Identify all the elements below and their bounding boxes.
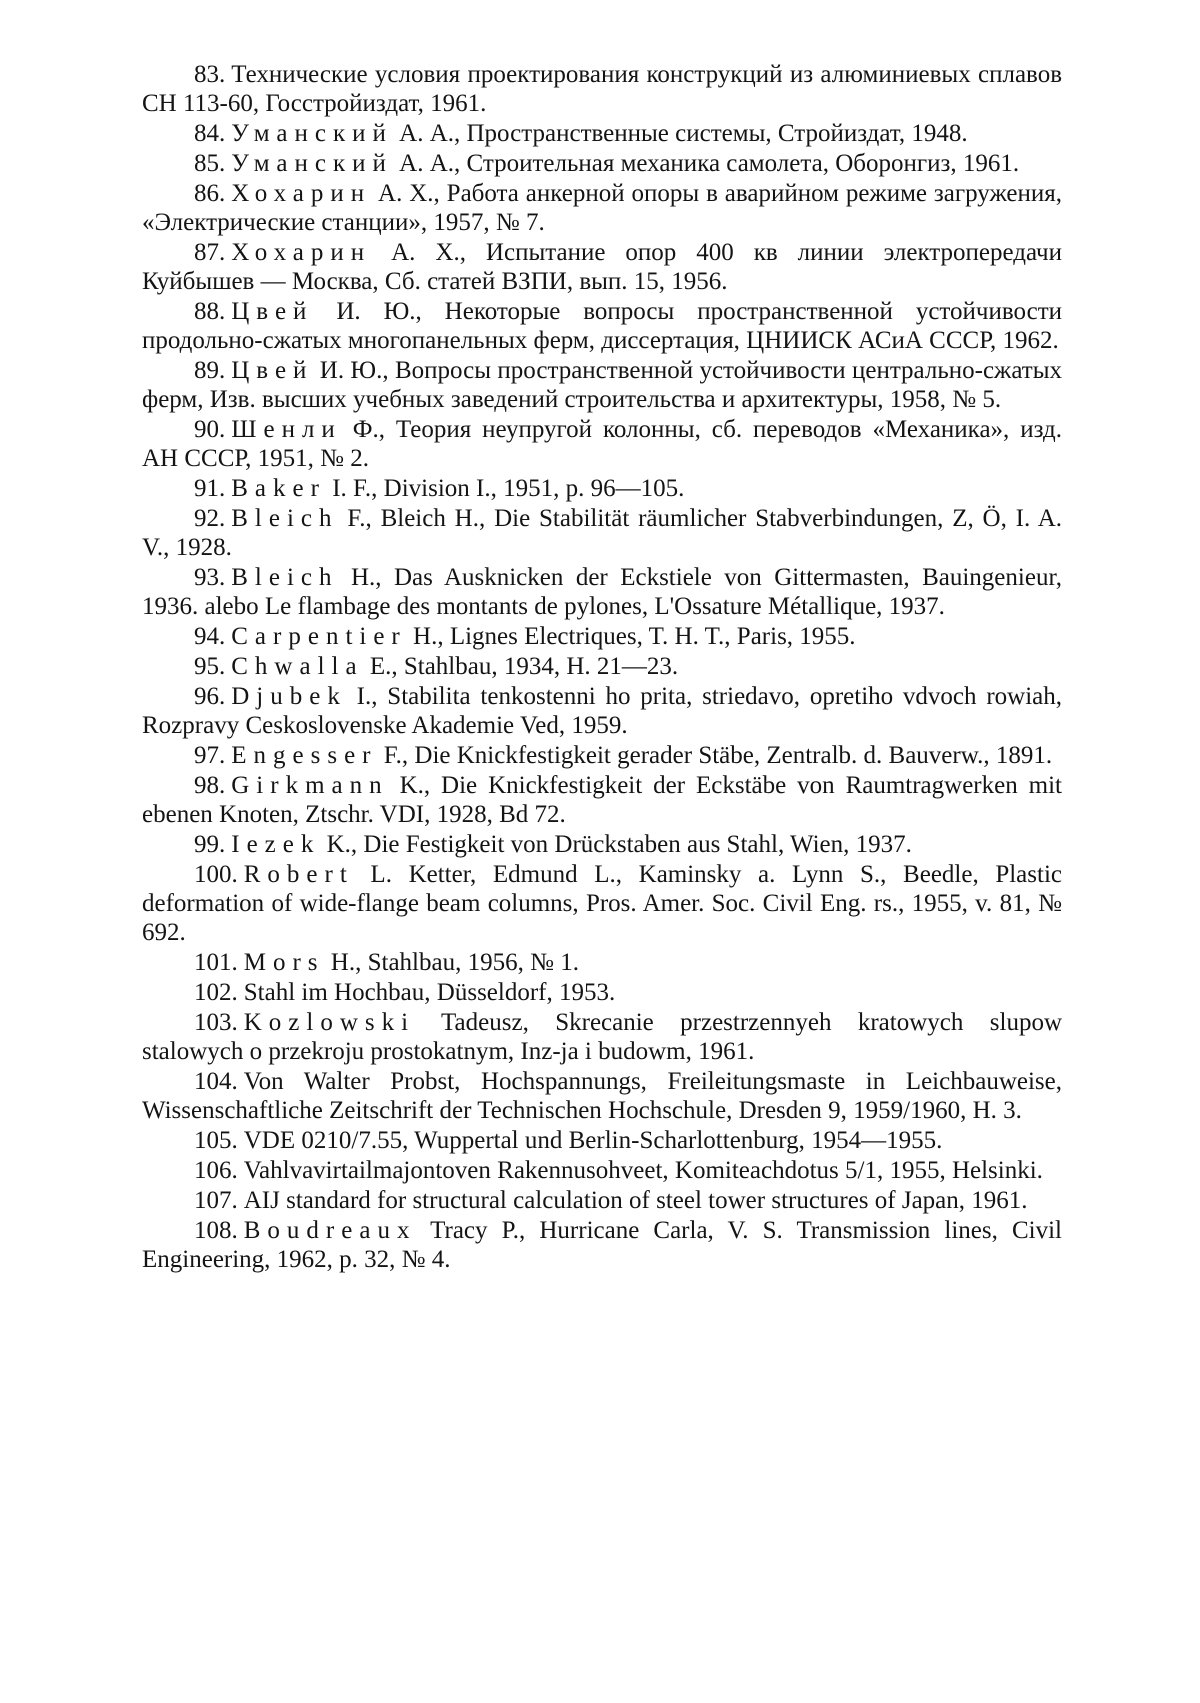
reference-number: 100. xyxy=(194,861,238,888)
reference-number: 86. xyxy=(194,180,226,207)
reference-item xyxy=(142,978,1062,1007)
reference-author: Chwalla xyxy=(231,653,364,680)
reference-author: Iezek xyxy=(231,831,321,858)
reference-author: Bleich xyxy=(231,505,339,532)
reference-author: Baker xyxy=(231,475,326,502)
reference-number: 104. xyxy=(194,1068,238,1095)
reference-item xyxy=(142,1186,1062,1215)
reference-item xyxy=(142,830,1062,859)
reference-author: Djubek xyxy=(231,683,347,710)
reference-item xyxy=(142,1216,1062,1274)
reference-author: Carpentier xyxy=(231,623,407,650)
reference-item xyxy=(142,238,1062,296)
reference-item xyxy=(142,504,1062,562)
reference-number: 90. xyxy=(194,416,226,443)
reference-number: 91. xyxy=(194,475,226,502)
reference-text: H., Lignes Electriques, T. H. T., Paris, 1955. xyxy=(413,623,856,650)
reference-text: А. А., Пространственные системы, Стройиздат, 1948. xyxy=(399,120,968,147)
reference-text: А. Х., Работа анкерной опоры в аварийном режиме загружения, «Электрические станции», 1957, № 7. xyxy=(142,180,1062,236)
reference-item xyxy=(142,741,1062,770)
reference-text: F., Bleich H., Die Stabilität räumlicher Stabverbindungen, Z, Ö, I. A. V., 1928. xyxy=(142,505,1063,561)
reference-number: 102. xyxy=(194,979,238,1006)
reference-text: И. Ю., Некоторые вопросы пространственной устойчивости продольно-сжатых многопанельных ферм, диссертация, ЦНИИСК АСиА СССР, 1962. xyxy=(142,298,1063,354)
reference-text: I. F., Division I., 1951, p. 96—105. xyxy=(332,475,685,502)
reference-text: А. Х., Испытание опор 400 кв линии электропередачи Куйбышев — Москва, Сб. статей ВЗПИ, вып. 15, 1956. xyxy=(142,239,1063,295)
reference-text: Технические условия проектирования конструкций из алюминиевых сплавов СН 113-60, Госстройиздат, 1961. xyxy=(142,61,1062,117)
reference-author: Шенли xyxy=(231,416,342,443)
reference-text: K., Die Festigkeit von Drückstaben aus Stahl, Wien, 1937. xyxy=(326,831,912,858)
reference-number: 88. xyxy=(194,298,226,325)
reference-number: 108. xyxy=(194,1217,238,1244)
reference-number: 96. xyxy=(194,683,226,710)
reference-item xyxy=(142,119,1062,148)
reference-number: 87. xyxy=(194,239,226,266)
reference-item xyxy=(142,474,1062,503)
reference-text: K., Die Knickfestigkeit der Eckstäbe von Raumtragwerken mit ebenen Knoten, Ztschr. VDI, 1928, Bd 72. xyxy=(142,772,1062,828)
reference-item xyxy=(142,297,1062,355)
reference-number: 105. xyxy=(194,1127,238,1154)
reference-item xyxy=(142,1067,1062,1125)
reference-author: Хохарин xyxy=(231,180,372,207)
reference-item xyxy=(142,415,1062,473)
reference-author: Цвей xyxy=(231,298,314,325)
reference-text: Vahlvavirtailmajontoven Rakennusohveet, Komiteachdotus 5/1, 1955, Helsinki. xyxy=(243,1157,1043,1184)
reference-text: Tracy P., Hurricane Carla, V. S. Transmission lines, Civil Engineering, 1962, p. 32, № 4. xyxy=(142,1217,1062,1273)
reference-author: Girkmann xyxy=(231,772,389,799)
reference-author: Boudreaux xyxy=(243,1217,417,1244)
reference-number: 92. xyxy=(194,505,226,532)
reference-item xyxy=(142,622,1062,651)
reference-item xyxy=(142,771,1062,829)
reference-number: 84. xyxy=(194,120,226,147)
reference-author: Цвей xyxy=(231,357,314,384)
reference-text: Ф., Теория неупругой колонны, сб. переводов «Механика», изд. АН СССР, 1951, № 2. xyxy=(142,416,1062,472)
reference-text: Stahl im Hochbau, Düsseldorf, 1953. xyxy=(243,979,616,1006)
reference-number: 95. xyxy=(194,653,226,680)
reference-item xyxy=(142,1156,1062,1185)
reference-author: Bleich xyxy=(231,564,339,591)
reference-number: 106. xyxy=(194,1157,238,1184)
reference-item xyxy=(142,563,1062,621)
reference-author: Mors xyxy=(243,949,325,976)
reference-item xyxy=(142,1008,1062,1066)
reference-text: I., Stabilita tenkostenni ho prita, striedavo, opretiho vdvoch rowiah, Rozpravy Ceskoslovenske Akademie Ved, 1959. xyxy=(142,683,1063,739)
reference-number: 98. xyxy=(194,772,226,799)
reference-item xyxy=(142,682,1062,740)
reference-number: 85. xyxy=(194,150,226,177)
reference-number: 89. xyxy=(194,357,226,384)
reference-text: VDE 0210/7.55, Wuppertal und Berlin-Scharlottenburg, 1954—1955. xyxy=(243,1127,943,1154)
reference-item xyxy=(142,1126,1062,1155)
reference-author: Уманский xyxy=(231,150,393,177)
reference-item xyxy=(142,860,1062,947)
reference-text: E., Stahlbau, 1934, H. 21—23. xyxy=(369,653,679,680)
reference-number: 94. xyxy=(194,623,226,650)
reference-number: 103. xyxy=(194,1009,238,1036)
reference-number: 101. xyxy=(194,949,238,976)
reference-text: AIJ standard for structural calculation of steel tower structures of Japan, 1961. xyxy=(243,1187,1028,1214)
reference-text: Von Walter Probst, Hochspannungs, Freileitungsmaste in Leichbauweise, Wissenschaftliche Zeitschrift der Technischen Hochschule, Dresden 9, 1959/1960, H. 3. xyxy=(142,1068,1062,1124)
reference-text: F., Die Knickfestigkeit gerader Stäbe, Zentralb. d. Bauverw., 1891. xyxy=(383,742,1053,769)
reference-text: H., Stahlbau, 1956, № 1. xyxy=(330,949,579,976)
reference-author: Engesser xyxy=(231,742,378,769)
reference-item xyxy=(142,179,1062,237)
reference-author: Kozlowski xyxy=(243,1009,416,1036)
reference-number: 107. xyxy=(194,1187,238,1214)
reference-list xyxy=(142,60,1062,1275)
reference-item xyxy=(142,948,1062,977)
reference-text: А. А., Строительная механика самолета, Оборонгиз, 1961. xyxy=(399,150,1020,177)
reference-text: H., Das Ausknicken der Eckstiele von Gittermasten, Bauingenieur, 1936. alebo Le flambage des montants de pylones, L'Ossature Métallique, 1937. xyxy=(142,564,1063,620)
reference-number: 93. xyxy=(194,564,226,591)
reference-author: Robert xyxy=(243,861,354,888)
reference-item xyxy=(142,149,1062,178)
reference-author: Уманский xyxy=(231,120,393,147)
reference-author: Хохарин xyxy=(231,239,372,266)
reference-number: 83. xyxy=(194,61,226,88)
reference-item xyxy=(142,60,1062,118)
reference-text: L. Ketter, Edmund L., Kaminsky a. Lynn S., Beedle, Plastic deformation of wide-flange beam columns, Pros. Amer. Soc. Civil Eng. rs., 1955, v. 81, № 692. xyxy=(142,861,1062,946)
reference-item xyxy=(142,652,1062,681)
reference-text: Tadeusz, Skrecanie przestrzennyeh kratowych slupow stalowych o przekroju prostokatnym, Inz-ja i budowm, 1961. xyxy=(142,1009,1062,1065)
reference-number: 97. xyxy=(194,742,226,769)
reference-item xyxy=(142,356,1062,414)
reference-number: 99. xyxy=(194,831,226,858)
reference-text: И. Ю., Вопросы пространственной устойчивости центрально-сжатых ферм, Изв. высших учебных заведений строительства и архитектуры, 1958, № 5. xyxy=(142,357,1062,413)
